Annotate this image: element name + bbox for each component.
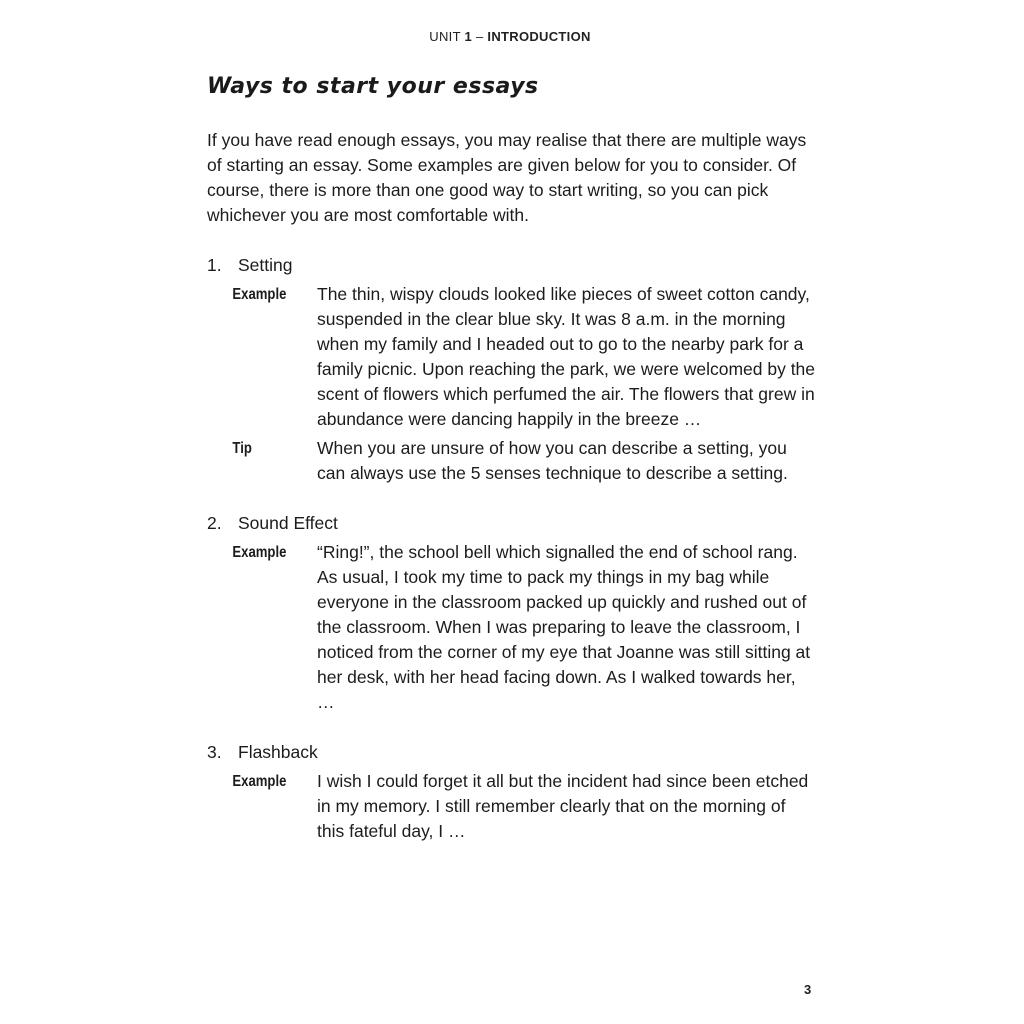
section-setting xyxy=(207,253,827,486)
section-title: Setting xyxy=(238,255,293,275)
section-heading xyxy=(207,253,827,278)
example-text: I wish I could forget it all but the incident had since been etched in my memory. I still remember clearly that on the morning of this fateful day, I … xyxy=(317,771,809,841)
page-number: 3 xyxy=(804,982,812,997)
intro-paragraph: If you have read enough essays, you may realise that there are multiple ways of starting an essay. Some examples are given below for you to consider. Of course, there is more than one good way to start writing, so you can pick whichever you are most comfortable with. xyxy=(207,130,807,225)
section-number: 2. xyxy=(207,513,222,533)
example-text: “Ring!”, the school bell which signalled the end of school rang. As usual, I took my time to pack my things in my bag while everyone in the classroom packed up quickly and rushed out of the classroom. When I was preparing to leave the classroom, I noticed from the corner of my eye that Joanne was still sitting at her desk, with her head facing down. As I walked towards her, … xyxy=(317,542,811,712)
section-heading xyxy=(207,740,827,765)
example-label: Example xyxy=(232,544,287,561)
section-heading xyxy=(207,511,827,536)
example-entry xyxy=(207,769,827,844)
page-title: Ways to start your essays xyxy=(207,74,539,99)
tip-label: Tip xyxy=(232,440,252,457)
example-text: The thin, wispy clouds looked like pieces of sweet cotton candy, suspended in the clear blue sky. It was 8 a.m. in the morning when my family and I headed out to go to the nearby park for a family picnic. Upon reaching the park, we were welcomed by the scent of flowers which perfumed the air. The flowers that grew in abundance were dancing happily in the breeze … xyxy=(317,284,816,429)
section-number: 1. xyxy=(207,255,222,275)
section-flashback xyxy=(207,740,827,844)
unit-prefix: UNIT xyxy=(429,29,461,44)
unit-name: INTRODUCTION xyxy=(487,29,591,44)
unit-separator: – xyxy=(475,29,484,44)
example-label: Example xyxy=(232,773,287,790)
tip-entry xyxy=(207,436,827,486)
example-label: Example xyxy=(232,286,287,303)
section-title: Sound Effect xyxy=(238,513,338,533)
section-title: Flashback xyxy=(238,742,318,762)
technique-list xyxy=(207,253,827,869)
unit-number: 1 xyxy=(464,29,473,44)
running-header xyxy=(0,29,1020,44)
example-entry xyxy=(207,282,827,432)
example-entry xyxy=(207,540,827,715)
section-sound-effect xyxy=(207,511,827,715)
section-number: 3. xyxy=(207,742,222,762)
tip-text: When you are unsure of how you can describe a setting, you can always use the 5 senses technique to describe a setting. xyxy=(317,438,788,483)
